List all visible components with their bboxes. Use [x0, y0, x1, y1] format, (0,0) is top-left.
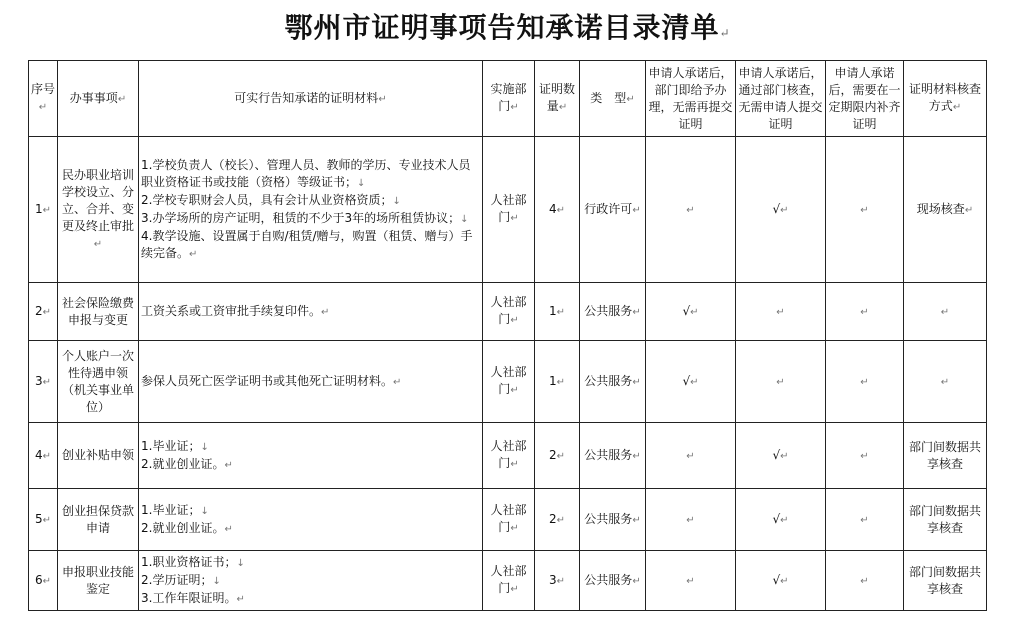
row-dept: 人社部门↵	[483, 341, 535, 423]
row-dept: 人社部门↵	[483, 423, 535, 489]
header-item: 办事事项↵	[58, 61, 139, 137]
header-seq: 序号↵	[29, 61, 58, 137]
row-type: 公共服务↵	[580, 489, 646, 551]
header-verify: 证明材料核查方式↵	[904, 61, 987, 137]
row-seq: 1↵	[29, 137, 58, 283]
row-count: 1↵	[535, 341, 580, 423]
row-mode3: ↵	[826, 423, 904, 489]
row-item: 申报职业技能鉴定	[58, 551, 139, 611]
row-mode1: ↵	[646, 423, 736, 489]
row-mode1: ↵	[646, 489, 736, 551]
header-mode3: 申请人承诺后，需要在一定期限内补齐证明	[826, 61, 904, 137]
row-dept: 人社部门↵	[483, 551, 535, 611]
row-mode2: ↵	[736, 341, 826, 423]
header-mode1: 申请人承诺后，部门即给予办理，无需再提交证明	[646, 61, 736, 137]
row-count: 1↵	[535, 283, 580, 341]
row-dept: 人社部门↵	[483, 283, 535, 341]
row-item: 创业补贴申领	[58, 423, 139, 489]
row-mode3: ↵	[826, 551, 904, 611]
title-text: 鄂州市证明事项告知承诺目录清单	[284, 11, 720, 44]
row-item: 创业担保贷款申请	[58, 489, 139, 551]
row-materials: 工资关系或工资审批手续复印件。↵	[139, 283, 483, 341]
row-count: 4↵	[535, 137, 580, 283]
row-mode3: ↵	[826, 137, 904, 283]
header-mode2: 申请人承诺后，通过部门核查，无需申请人提交证明	[736, 61, 826, 137]
header-count: 证明数量↵	[535, 61, 580, 137]
row-materials: 参保人员死亡医学证明书或其他死亡证明材料。↵	[139, 341, 483, 423]
row-seq: 5↵	[29, 489, 58, 551]
row-mode3: ↵	[826, 489, 904, 551]
row-type: 公共服务↵	[580, 423, 646, 489]
row-mode1: ↵	[646, 137, 736, 283]
row-type: 公共服务↵	[580, 283, 646, 341]
row-verify: ↵	[904, 283, 987, 341]
row-dept: 人社部门↵	[483, 137, 535, 283]
row-mode2: √↵	[736, 137, 826, 283]
row-item: 民办职业培训学校设立、分立、合并、变更及终止审批↵	[58, 137, 139, 283]
row-item: 个人账户一次性待遇申领（机关事业单位）	[58, 341, 139, 423]
row-seq: 2↵	[29, 283, 58, 341]
row-mode2: ↵	[736, 283, 826, 341]
document-title	[0, 8, 1014, 53]
row-verify: 部门间数据共享核查	[904, 423, 987, 489]
row-mode2: √↵	[736, 551, 826, 611]
table-row	[29, 551, 987, 611]
row-count: 3↵	[535, 551, 580, 611]
catalog-table	[28, 60, 987, 611]
table-row	[29, 423, 987, 489]
row-mode1: √↵	[646, 341, 736, 423]
row-verify: 部门间数据共享核查	[904, 551, 987, 611]
row-verify: 部门间数据共享核查	[904, 489, 987, 551]
row-type: 公共服务↵	[580, 551, 646, 611]
row-item: 社会保险缴费申报与变更	[58, 283, 139, 341]
table-row	[29, 283, 987, 341]
row-materials: 1.毕业证；↓ 2.就业创业证。↵	[139, 423, 483, 489]
row-materials: 1.学校负责人（校长）、管理人员、教师的学历、专业技术人员职业资格证书或技能（资格）等级证书；↓ 2.学校专职财会人员，具有会计从业资格资质；↓ 3.办学场所的房产证明，租赁的不少于3年的场所租赁协议；↓ 4.教学设施、设置属于自购/租赁/赠与，购置（租赁、赠与）手续完备。↵	[139, 137, 483, 283]
row-seq: 6↵	[29, 551, 58, 611]
paragraph-mark-icon: ↵	[719, 26, 730, 40]
row-mode2: √↵	[736, 489, 826, 551]
row-seq: 4↵	[29, 423, 58, 489]
header-materials: 可实行告知承诺的证明材料↵	[139, 61, 483, 137]
row-seq: 3↵	[29, 341, 58, 423]
row-mode3: ↵	[826, 341, 904, 423]
row-dept: 人社部门↵	[483, 489, 535, 551]
table-row	[29, 137, 987, 283]
row-verify: ↵	[904, 341, 987, 423]
row-mode3: ↵	[826, 283, 904, 341]
row-mode1: ↵	[646, 551, 736, 611]
row-materials: 1.毕业证；↓ 2.就业创业证。↵	[139, 489, 483, 551]
row-mode1: √↵	[646, 283, 736, 341]
row-mode2: √↵	[736, 423, 826, 489]
table-row	[29, 341, 987, 423]
row-count: 2↵	[535, 489, 580, 551]
row-count: 2↵	[535, 423, 580, 489]
header-type: 类 型↵	[580, 61, 646, 137]
row-verify: 现场核查↵	[904, 137, 987, 283]
row-type: 公共服务↵	[580, 341, 646, 423]
table-row	[29, 489, 987, 551]
row-type: 行政许可↵	[580, 137, 646, 283]
header-row	[29, 61, 987, 137]
header-dept: 实施部门↵	[483, 61, 535, 137]
row-materials: 1.职业资格证书；↓ 2.学历证明；↓ 3.工作年限证明。↵	[139, 551, 483, 611]
